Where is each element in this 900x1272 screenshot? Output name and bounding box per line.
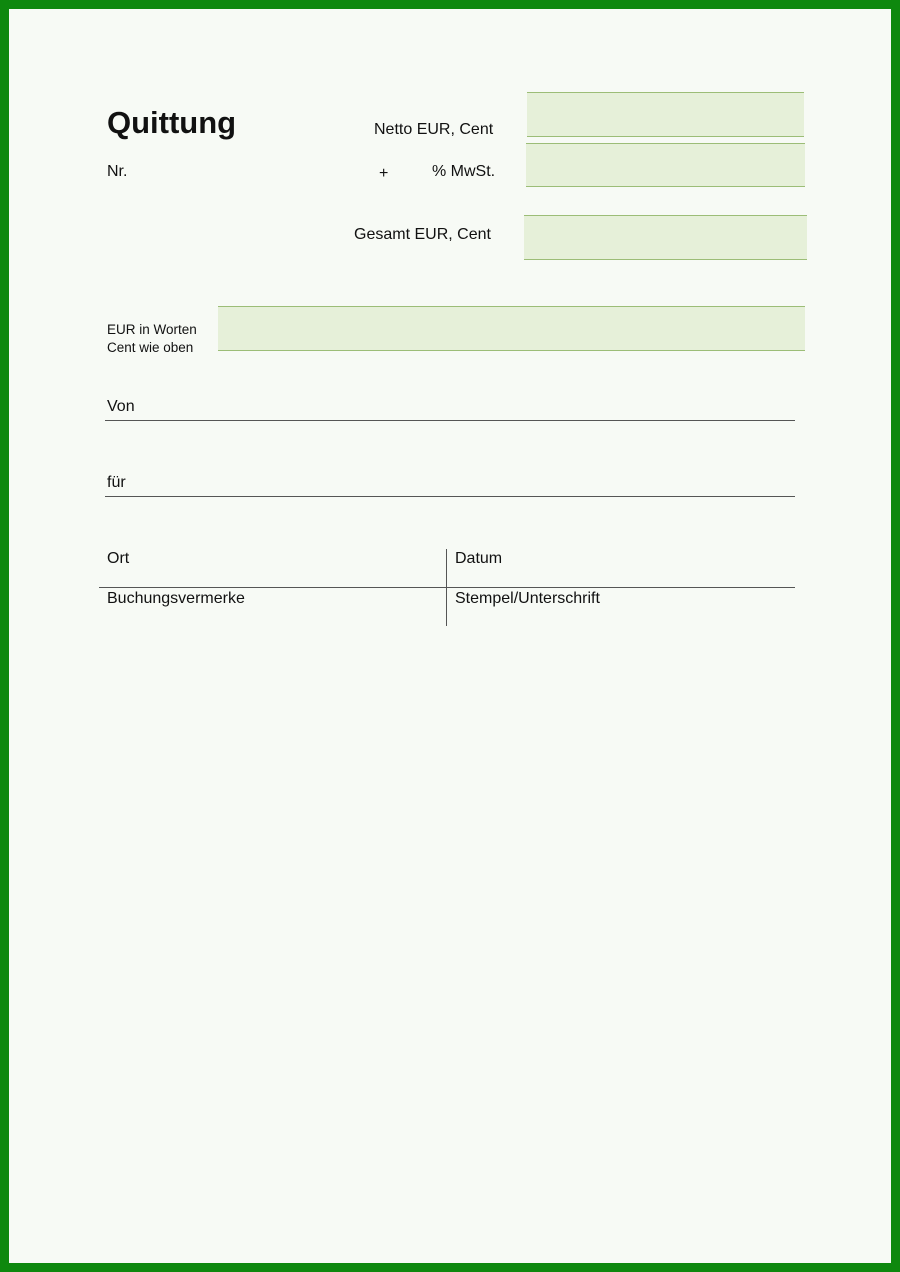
- amount-in-words-label-line2: Cent wie oben: [107, 340, 194, 355]
- amount-in-words-field[interactable]: [218, 306, 805, 351]
- from-line[interactable]: [105, 420, 795, 421]
- vat-label: % MwSt.: [432, 163, 496, 180]
- for-label: für: [107, 474, 126, 491]
- amount-in-words-label-line1: EUR in Worten: [107, 322, 197, 337]
- booking-notes-label: Buchungsvermerke: [107, 590, 245, 607]
- from-label: Von: [107, 398, 135, 415]
- number-label: Nr.: [107, 163, 128, 180]
- column-divider: [446, 549, 447, 626]
- date-label: Datum: [455, 550, 503, 567]
- total-amount-field[interactable]: [524, 215, 807, 260]
- document-title: Quittung: [107, 105, 237, 140]
- plus-sign: +: [379, 165, 389, 182]
- place-label: Ort: [107, 550, 130, 567]
- place-date-line: [99, 587, 795, 588]
- vat-field[interactable]: [526, 143, 805, 187]
- net-amount-label: Netto EUR, Cent: [374, 121, 494, 138]
- stamp-signature-label: Stempel/Unterschrift: [455, 590, 600, 607]
- total-amount-label: Gesamt EUR, Cent: [354, 226, 491, 243]
- net-amount-field[interactable]: [527, 92, 804, 137]
- for-line[interactable]: [105, 496, 795, 497]
- amount-in-words-label: [107, 321, 197, 357]
